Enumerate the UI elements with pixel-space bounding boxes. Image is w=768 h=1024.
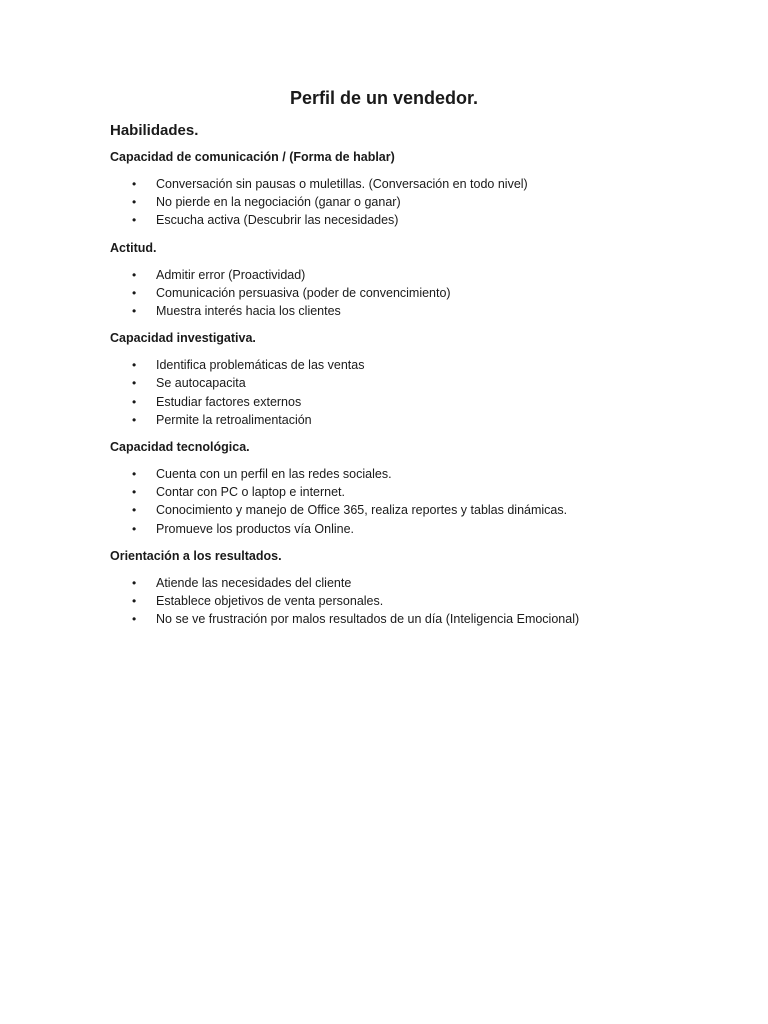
- bullet-icon: •: [132, 285, 137, 300]
- list-item: [110, 520, 710, 538]
- list-item: [110, 266, 710, 284]
- bullet-icon: •: [132, 612, 137, 627]
- list-item-text: Muestra interés hacia los clientes: [156, 304, 341, 319]
- list-item: [110, 302, 710, 320]
- list-item-text: Se autocapacita: [156, 376, 246, 391]
- bullet-icon: •: [132, 394, 137, 409]
- bullet-icon: •: [132, 485, 137, 500]
- bullet-icon: •: [132, 575, 137, 590]
- subsection-actitud: [110, 240, 710, 321]
- subsection-title: Capacidad de comunicación / (Forma de hablar): [110, 150, 395, 164]
- subsection-investigativa: [110, 330, 710, 429]
- bullet-icon: •: [132, 213, 137, 228]
- list-item-text: Identifica problemáticas de las ventas: [156, 358, 365, 373]
- list-item: [110, 284, 710, 302]
- list-item: [110, 211, 710, 229]
- section-heading: Habilidades.: [110, 122, 199, 139]
- subsection-title: Actitud.: [110, 240, 157, 255]
- list-item: [110, 501, 710, 519]
- list-item-text: No se ve frustración por malos resultados de un día (Inteligencia Emocional): [156, 612, 580, 627]
- subsection-title: Capacidad investigativa.: [110, 331, 256, 346]
- subsection-resultados: [110, 548, 710, 629]
- list-item: [110, 411, 710, 429]
- list-item: [110, 374, 710, 392]
- list-item-text: Establece objetivos de venta personales.: [156, 594, 384, 609]
- list-item: [110, 175, 710, 193]
- list-item: [110, 483, 710, 501]
- bullet-icon: •: [132, 521, 137, 536]
- subsection-tecnologica: [110, 439, 710, 538]
- bullet-icon: •: [132, 267, 137, 282]
- bullet-list: [110, 356, 710, 429]
- bullet-icon: •: [132, 467, 137, 482]
- list-item-text: Escucha activa (Descubrir las necesidades): [156, 213, 399, 228]
- subsection-title: Capacidad tecnológica.: [110, 440, 250, 455]
- list-item-text: No pierde en la negociación (ganar o ganar): [156, 195, 401, 210]
- bullet-icon: •: [132, 412, 137, 427]
- list-item: [110, 592, 710, 610]
- bullet-icon: •: [132, 195, 137, 210]
- subsection-comunicacion: [110, 149, 710, 230]
- list-item-text: Permite la retroalimentación: [156, 412, 312, 427]
- bullet-icon: •: [132, 304, 137, 319]
- list-item-text: Conversación sin pausas o muletillas. (Conversación en todo nivel): [156, 177, 528, 191]
- list-item-text: Admitir error (Proactividad): [156, 267, 306, 282]
- bullet-list: [110, 266, 710, 321]
- bullet-icon: •: [132, 177, 137, 191]
- list-item-text: Atiende las necesidades del cliente: [156, 575, 352, 590]
- list-item: [110, 574, 710, 592]
- bullet-list: [110, 574, 710, 629]
- bullet-list: [110, 465, 710, 538]
- bullet-icon: •: [132, 594, 137, 609]
- list-item-text: Contar con PC o laptop e internet.: [156, 485, 346, 500]
- list-item-text: Cuenta con un perfil en las redes sociales.: [156, 467, 392, 482]
- list-item: [110, 356, 710, 374]
- list-item: [110, 465, 710, 483]
- bullet-icon: •: [132, 358, 137, 373]
- bullet-list: [110, 175, 710, 230]
- subsection-title: Orientación a los resultados.: [110, 548, 282, 563]
- list-item: [110, 193, 710, 211]
- list-item-text: Promueve los productos vía Online.: [156, 521, 355, 536]
- bullet-icon: •: [132, 376, 137, 391]
- list-item-text: Comunicación persuasiva (poder de convencimiento): [156, 285, 451, 300]
- bullet-icon: •: [132, 503, 137, 518]
- document-content: [110, 122, 710, 638]
- list-item: [110, 610, 710, 628]
- list-item-text: Estudiar factores externos: [156, 394, 302, 409]
- list-item-text: Conocimiento y manejo de Office 365, realiza reportes y tablas dinámicas.: [156, 503, 568, 518]
- list-item: [110, 393, 710, 411]
- document-title: Perfil de un vendedor.: [289, 88, 479, 108]
